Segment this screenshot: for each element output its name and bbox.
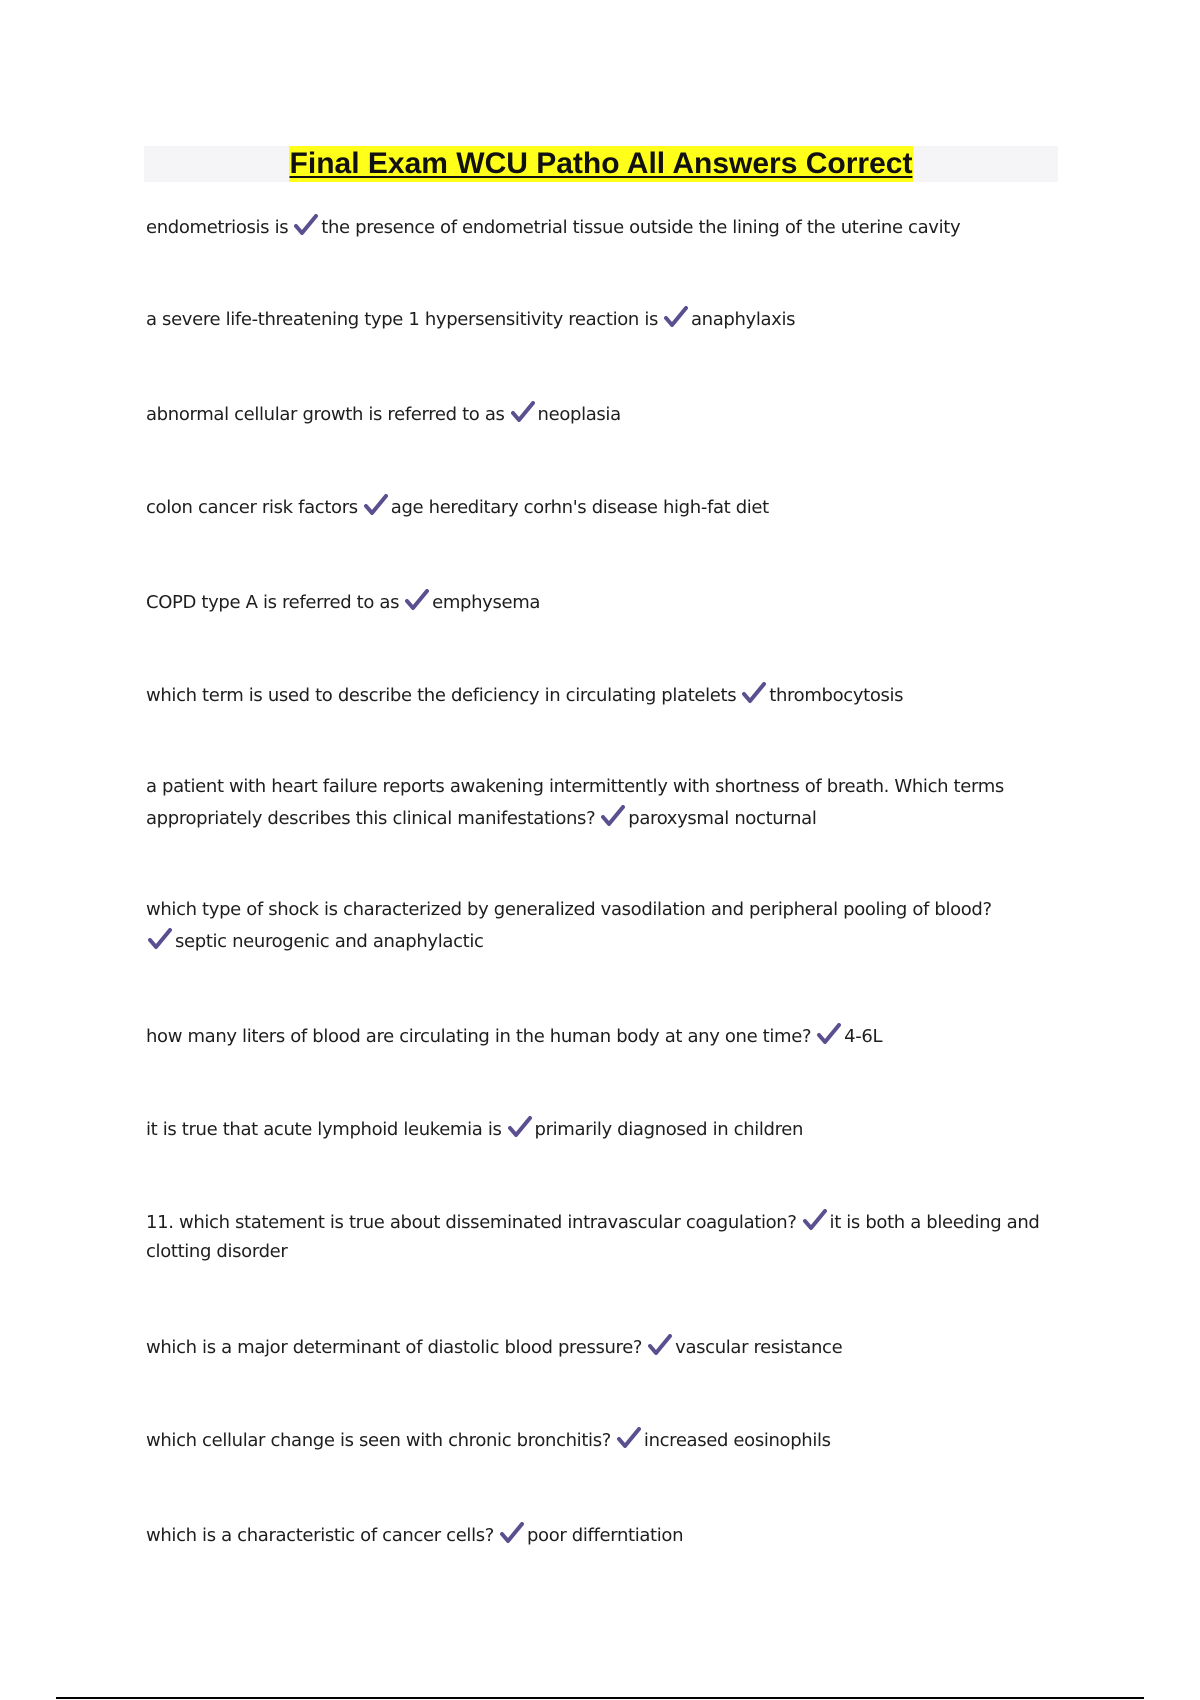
document-title: Final Exam WCU Patho All Answers Correct	[289, 147, 913, 180]
checkmark-icon	[817, 1023, 841, 1045]
qa-item	[146, 771, 1046, 835]
answer-text: poor differntiation	[526, 1525, 684, 1546]
question-text: how many liters of blood are circulating in the human body at any one time?	[146, 1026, 812, 1047]
qa-item	[146, 1208, 1046, 1266]
answer-text: septic neurogenic and anaphylactic	[175, 931, 484, 952]
checkmark-icon	[664, 306, 688, 328]
checkmark-icon	[511, 401, 535, 423]
question-text: a severe life-threatening type 1 hypersensitivity reaction is	[146, 309, 658, 330]
answer-text: it is both a bleeding and clotting disorder	[146, 1212, 1040, 1262]
qa-item	[146, 680, 1046, 712]
answer-text: age hereditary corhn's disease high-fat diet	[390, 497, 769, 518]
question-text: colon cancer risk factors	[146, 497, 358, 518]
answer-text: anaphylaxis	[691, 309, 796, 330]
title-bar	[144, 146, 1058, 182]
qa-item	[146, 1332, 1046, 1364]
checkmark-icon	[803, 1209, 827, 1231]
qa-item	[146, 399, 1046, 431]
checkmark-icon	[294, 214, 318, 236]
question-text: endometriosis is	[146, 217, 289, 238]
answer-text: paroxysmal nocturnal	[628, 808, 817, 829]
checkmark-icon	[617, 1427, 641, 1449]
answer-text: 4-6L	[844, 1026, 883, 1047]
answer-text: the presence of endometrial tissue outside the lining of the uterine cavity	[321, 217, 961, 238]
qa-item	[146, 1425, 1046, 1457]
answer-text: primarily diagnosed in children	[534, 1119, 804, 1140]
answer-text: thrombocytosis	[769, 685, 904, 706]
qa-item	[146, 304, 1046, 336]
question-text: which term is used to describe the deficiency in circulating platelets	[146, 685, 737, 706]
checkmark-icon	[508, 1116, 532, 1138]
qa-item	[146, 1114, 1046, 1146]
answer-text: increased eosinophils	[643, 1430, 831, 1451]
checkmark-icon	[601, 805, 625, 827]
answer-text: vascular resistance	[675, 1337, 843, 1358]
checkmark-icon	[500, 1522, 524, 1544]
question-text: abnormal cellular growth is referred to as	[146, 404, 505, 425]
question-text: which cellular change is seen with chronic bronchitis?	[146, 1430, 611, 1451]
qa-item	[146, 492, 1046, 524]
question-text: which is a characteristic of cancer cells?	[146, 1525, 494, 1546]
checkmark-icon	[364, 494, 388, 516]
question-text: which is a major determinant of diastolic blood pressure?	[146, 1337, 643, 1358]
answer-text: neoplasia	[537, 404, 621, 425]
checkmark-icon	[148, 928, 172, 950]
qa-item	[146, 587, 1046, 619]
question-text: a patient with heart failure reports awakening intermittently with shortness of breath. Which terms appropriately describes this clinical manifestations?	[146, 776, 1004, 829]
question-text: it is true that acute lymphoid leukemia is	[146, 1119, 502, 1140]
qa-item	[146, 1021, 1046, 1053]
answer-text: emphysema	[432, 592, 541, 613]
checkmark-icon	[405, 589, 429, 611]
checkmark-icon	[648, 1334, 672, 1356]
question-text: 11. which statement is true about disseminated intravascular coagulation?	[146, 1212, 797, 1233]
qa-item	[146, 212, 1046, 244]
qa-item	[146, 894, 1046, 958]
checkmark-icon	[742, 682, 766, 704]
question-text: COPD type A is referred to as	[146, 592, 400, 613]
qa-item	[146, 1520, 1046, 1552]
footer-divider	[56, 1697, 1144, 1699]
question-text: which type of shock is characterized by generalized vasodilation and peripheral pooling of blood?	[146, 899, 992, 920]
